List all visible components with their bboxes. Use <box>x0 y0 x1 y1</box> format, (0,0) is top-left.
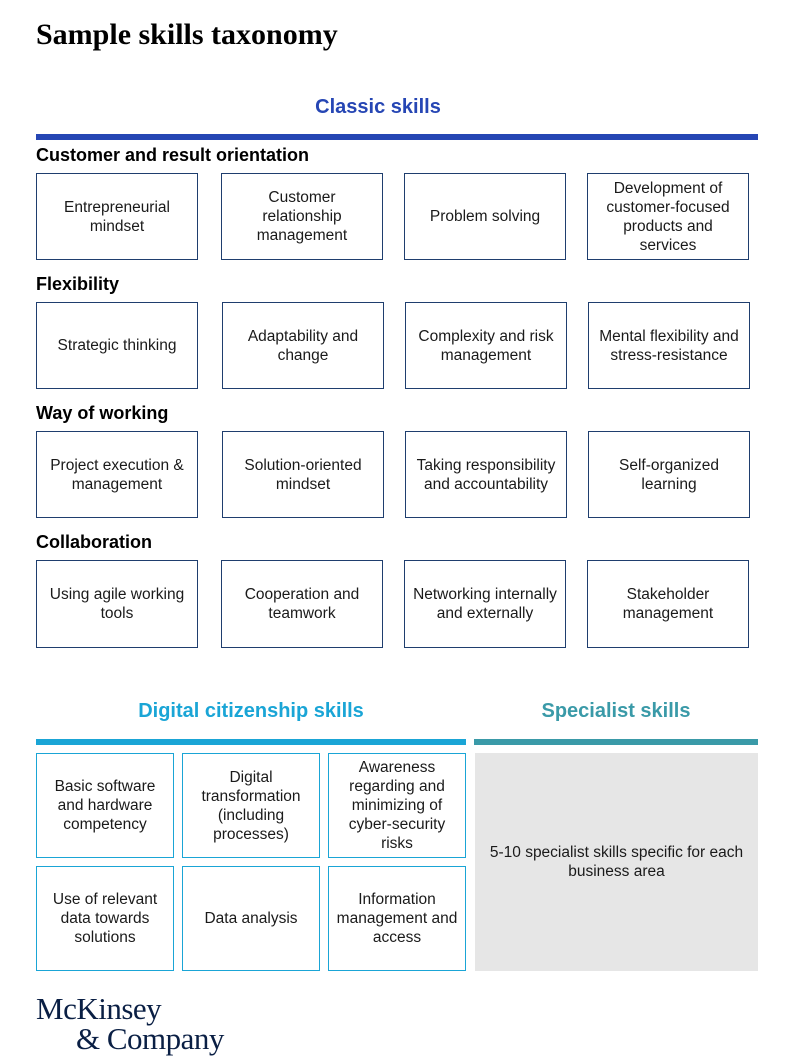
skill-box: Cooperation and teamwork <box>221 560 383 648</box>
skill-box: Customer relationship management <box>221 173 383 260</box>
specialist-skills-text: 5-10 specialist skills specific for each business area <box>489 844 744 880</box>
skill-box: Problem solving <box>404 173 566 260</box>
category-title-customer-result: Customer and result orientation <box>36 145 310 165</box>
logo-line-1: McKinsey <box>36 991 162 1026</box>
classic-skills-heading: Classic skills <box>315 96 441 118</box>
skill-box: Stakeholder management <box>587 560 749 648</box>
skill-box: Self-organized learning <box>588 431 750 518</box>
skill-box: Development of customer-focused products and services <box>587 173 749 260</box>
digital-skill-box: Basic software and hardware competency <box>36 753 174 858</box>
skill-box: Using agile working tools <box>36 560 198 648</box>
specialist-skills-heading: Specialist skills <box>541 700 691 722</box>
skill-box: Complexity and risk management <box>405 302 567 389</box>
skill-box: Solution-oriented mindset <box>222 431 384 518</box>
skill-box: Strategic thinking <box>36 302 198 389</box>
mckinsey-logo <box>36 991 224 1056</box>
skill-box: Networking internally and externally <box>404 560 566 648</box>
category-title-collaboration: Collaboration <box>36 532 152 552</box>
digital-skill-box: Digital transformation (including processes) <box>182 753 320 858</box>
digital-skill-box: Data analysis <box>182 866 320 971</box>
digital-skill-box: Awareness regarding and minimizing of cyber-security risks <box>328 753 466 858</box>
digital-skill-box: Use of relevant data towards solutions <box>36 866 174 971</box>
logo-line-2: & Company <box>76 1021 224 1056</box>
specialist-skills-rule <box>474 739 758 745</box>
skill-box: Entrepreneurial mindset <box>36 173 198 260</box>
skill-box: Taking responsibility and accountability <box>405 431 567 518</box>
digital-skills-heading: Digital citizenship skills <box>138 700 364 722</box>
classic-skills-rule <box>36 134 758 140</box>
skill-box: Adaptability and change <box>222 302 384 389</box>
page-title: Sample skills taxonomy <box>36 18 338 51</box>
specialist-skills-panel <box>475 753 758 971</box>
skill-box: Mental flexibility and stress-resistance <box>588 302 750 389</box>
category-title-flexibility: Flexibility <box>36 274 120 294</box>
digital-skill-box: Information management and access <box>328 866 466 971</box>
category-title-way-of-working: Way of working <box>36 403 169 423</box>
skill-box: Project execution & management <box>36 431 198 518</box>
digital-skills-rule <box>36 739 466 745</box>
